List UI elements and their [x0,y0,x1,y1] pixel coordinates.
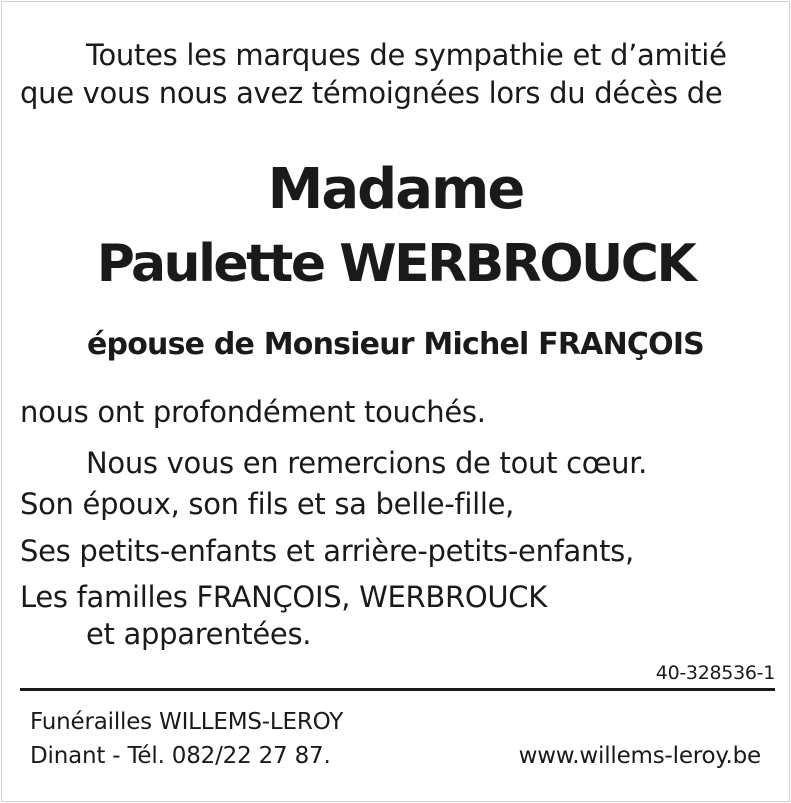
family-line-2: Ses petits-enfants et arrière-petits-enfants, [20,534,634,568]
contact-info: Dinant - Tél. 082/22 27 87. [30,743,331,769]
deceased-name: Paulette WERBROUCK [96,234,695,294]
message-line-2: Nous vous en remercions de tout cœur. [86,446,648,480]
family-line-1: Son époux, son fils et sa belle-fille, [20,487,515,521]
intro-line-2: que vous nous avez témoignées lors du décès de [20,76,723,110]
website-link[interactable]: www.willems-leroy.be [518,743,761,769]
deceased-title: Madame [267,157,524,222]
funeral-company: Funérailles WILLEMS-LEROY [30,709,344,735]
divider [20,688,775,691]
spouse-line: épouse de Monsieur Michel FRANÇOIS [87,327,704,362]
family-line-4: et apparentées. [86,617,312,651]
family-line-3: Les familles FRANÇOIS, WERBROUCK [20,580,547,614]
reference-number: 40-328536-1 [655,662,775,684]
message-line-1: nous ont profondément touchés. [20,395,486,429]
intro-line-1: Toutes les marques de sympathie et d’amitié [86,38,727,72]
